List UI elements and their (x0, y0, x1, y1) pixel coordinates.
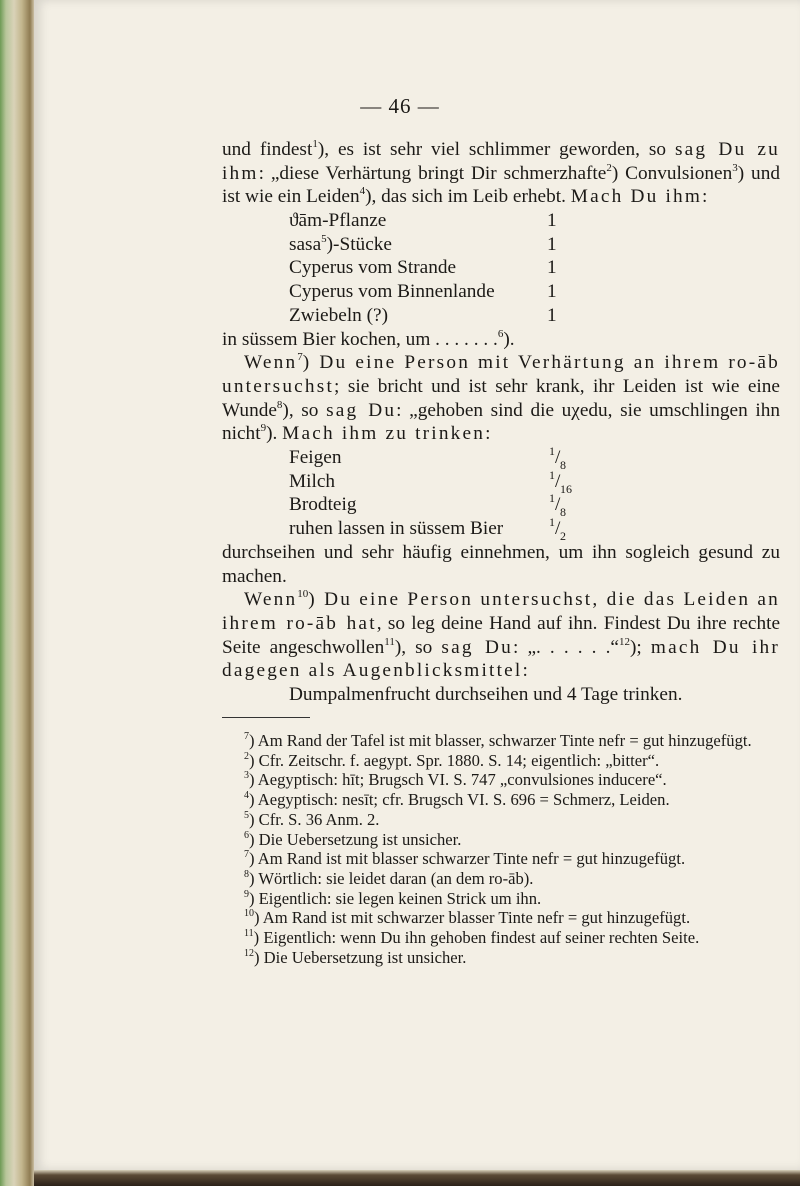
recipe-list-1 (222, 209, 780, 327)
ingredient-qty: 1 (547, 233, 557, 255)
text-run: : „. . . . . .“ (513, 636, 619, 658)
footnote-ref[interactable]: 1 (312, 138, 318, 150)
footnote-text: ) Eigentlich: wenn Du ihn gehoben findest auf seiner rechten Seite. (253, 928, 700, 948)
ingredient-fraction: 1 / 8 (547, 493, 587, 517)
paragraph-6: Dumpalmenfrucht durchseihen und 4 Tage trinken. (289, 684, 683, 706)
footnote-ref[interactable]: 2 (606, 161, 612, 174)
footnote (222, 889, 780, 909)
ingredient-qty: 1 (547, 210, 557, 232)
footnote (222, 731, 780, 751)
fraction-numerator: 1 (549, 491, 555, 506)
ingredient-fraction: 1 / 2 (547, 517, 587, 541)
spaced-text: Wenn (244, 589, 298, 611)
footnote-text: ) Eigentlich: sie legen keinen Strick um ihn. (249, 888, 542, 908)
footnote (222, 869, 780, 889)
footnote-text: ) Cfr. Zeitschr. f. aegypt. Spr. 1880. S. 14; eigentlich: „bitter“. (249, 750, 660, 770)
recipe-item (222, 233, 780, 257)
fraction-numerator: 1 (549, 444, 555, 459)
spaced-text: sag Du (326, 399, 397, 421)
fraction-numerator: 1 (549, 467, 555, 482)
recipe-item (222, 444, 780, 473)
footnote-text: ) Aegyptisch: hīt; Brugsch VI. S. 747 „convulsiones inducere“. (249, 770, 667, 790)
text-run: ) Convulsionen (611, 162, 733, 184)
footnote (222, 810, 780, 830)
fraction-numerator: 1 (549, 515, 555, 530)
recipe-list-2 (222, 444, 780, 544)
text-run: : (702, 186, 708, 208)
footnote-text: ) Die Uebersetzung ist unsicher. (254, 947, 467, 967)
text-run: , so leg deine Hand auf ihn. Findest Du ihre rechte Seite angeschwollen (222, 612, 781, 658)
text-run: : „gehoben sind die uχedu, sie umschlingen ihn nicht (222, 399, 780, 445)
text-run: )-Stücke (326, 233, 392, 255)
footnotes (222, 731, 780, 967)
page-number: — 46 — (360, 94, 440, 118)
paragraph-2 (222, 328, 780, 352)
spaced-text: Mach ihm zu trinken (282, 423, 486, 445)
text-run: ; sie bricht und ist sehr krank, ihr Leiden ist wie eine Wunde (222, 375, 780, 421)
footnote-number: 7 (244, 849, 249, 861)
text-run: ). (503, 328, 515, 350)
ingredient-name: ϑām-Pflanze (289, 210, 387, 232)
footnote-text: ) Am Rand ist mit blasser schwarzer Tinte nefr = gut hinzugefügt. (249, 849, 686, 869)
ingredient-qty: 1 (547, 257, 557, 279)
spaced-text: ) Du eine Person mit Verhärtung an ihrem ro-āb untersuchst (222, 352, 780, 397)
footnote-ref[interactable]: 6 (497, 327, 504, 340)
ingredient-name: ruhen lassen in süssem Bier (289, 518, 504, 540)
ingredient-name (222, 233, 547, 257)
fraction-denominator: 8 (560, 458, 566, 473)
recipe-item (222, 491, 780, 520)
footnote (222, 948, 780, 968)
footnote-number: 2 (244, 750, 249, 762)
footnote-number: 8 (244, 868, 249, 880)
footnote-number: 9 (244, 888, 249, 900)
spaced-text: Wenn (244, 352, 298, 374)
recipe-item (222, 280, 780, 304)
footnote-ref[interactable]: 4 (359, 185, 366, 198)
fraction-denominator: 2 (560, 529, 566, 544)
ingredient-name: Brodteig (289, 494, 357, 516)
spaced-text: mach Du ihr dagegen als Augenblicksmittel (222, 636, 781, 682)
ingredient-qty: 1 (547, 281, 557, 303)
text-run: : (485, 423, 491, 445)
text-run: sasa (289, 233, 322, 255)
footnote-text: ) Cfr. S. 36 Anm. 2. (249, 809, 380, 829)
footnote-number: 11 (244, 928, 254, 940)
recipe-item (222, 209, 780, 233)
paragraph-1 (222, 138, 780, 209)
text-run: : „diese Verhärtung bringt Dir schmerzhafte (258, 162, 607, 184)
footnote (222, 770, 780, 790)
text-run: ). (266, 423, 283, 445)
ingredient-qty: 1 (547, 304, 557, 326)
ingredient-fraction: 1 / 8 (547, 446, 587, 470)
footnote (222, 928, 780, 948)
footnote-number: 5 (244, 809, 249, 821)
recipe-item (222, 515, 780, 544)
page-bottom-edge (34, 1170, 800, 1186)
paragraph-4: durchseihen und sehr häufig einnehmen, um ihn sogleich gesund zu machen. (222, 541, 780, 587)
ingredient-name: Zwiebeln (?) (289, 304, 389, 326)
footnote-ref[interactable]: 11 (384, 635, 395, 648)
footnote-ref[interactable]: 12 (618, 635, 630, 648)
spaced-text: Mach Du ihm (570, 186, 703, 208)
footnote-text: ) Am Rand der Tafel ist mit blasser, schwarzer Tinte nefr = gut hinzugefügt. (249, 731, 752, 750)
spaced-text: sag Du (441, 636, 513, 658)
text-run: ), so (394, 636, 442, 658)
main-text (222, 138, 780, 707)
footnote-ref[interactable]: 5 (321, 232, 327, 245)
footnote-separator (222, 717, 310, 718)
footnote (222, 849, 780, 869)
text-run: ), es ist sehr viel schlimmer geworden, so (317, 139, 675, 160)
footnote-ref[interactable]: 8 (276, 398, 283, 411)
paragraph-3 (222, 351, 780, 446)
text-run: ), das sich im Leib erhebt. (365, 186, 566, 208)
footnote-number: 3 (244, 770, 249, 782)
footnote (222, 908, 780, 928)
text-run: ), so (282, 399, 327, 421)
footnote-ref[interactable]: 7 (297, 351, 303, 364)
ingredient-name: Cyperus vom Strande (289, 257, 457, 279)
footnote-text: ) Aegyptisch: nesīt; cfr. Brugsch VI. S. 696 = Schmerz, Leiden. (249, 790, 670, 810)
book-binding-edge (0, 0, 36, 1186)
footnote-number: 12 (244, 947, 254, 959)
spaced-text: sag Du zu ihm (222, 139, 780, 184)
footnote-ref[interactable]: 9 (260, 422, 267, 435)
footnote-ref[interactable]: 10 (297, 588, 309, 601)
text-run: : (522, 660, 528, 682)
footnote-text: ) Am Rand ist mit schwarzer blasser Tinte nefr = gut hinzugefügt. (254, 908, 691, 928)
spaced-text: ) Du eine Person untersuchst, die das Leiden an ihrem ro-āb hat (222, 589, 780, 634)
fraction-denominator: 8 (560, 505, 566, 520)
footnote-number: 10 (244, 908, 254, 920)
text-run: ) und ist wie ein Leiden (222, 162, 780, 208)
footnote (222, 751, 780, 771)
footnote (222, 830, 780, 850)
ingredient-name: Feigen (289, 447, 342, 469)
recipe-item (222, 304, 780, 328)
recipe-item (222, 256, 780, 280)
text-run: in süssem Bier kochen, um . . . . . . . (222, 328, 498, 350)
ingredient-fraction: 1 / 16 (547, 470, 587, 494)
footnote-number: 7 (244, 731, 249, 742)
footnote-text: ) Die Uebersetzung ist unsicher. (249, 829, 462, 849)
fraction-denominator: 16 (560, 481, 572, 496)
text-run: ); (629, 636, 651, 658)
footnote-text: ) Wörtlich: sie leidet daran (an dem ro-āb). (249, 868, 534, 888)
footnote-number: 6 (244, 829, 249, 841)
recipe-item (222, 467, 780, 496)
ingredient-name: Cyperus vom Binnenlande (289, 281, 495, 303)
paragraph-5 (222, 588, 780, 683)
footnote-ref[interactable]: 3 (732, 161, 738, 174)
ingredient-name: Milch (289, 470, 336, 492)
text-run: und findest (222, 139, 313, 160)
footnote-number: 4 (244, 790, 249, 802)
footnote (222, 790, 780, 810)
